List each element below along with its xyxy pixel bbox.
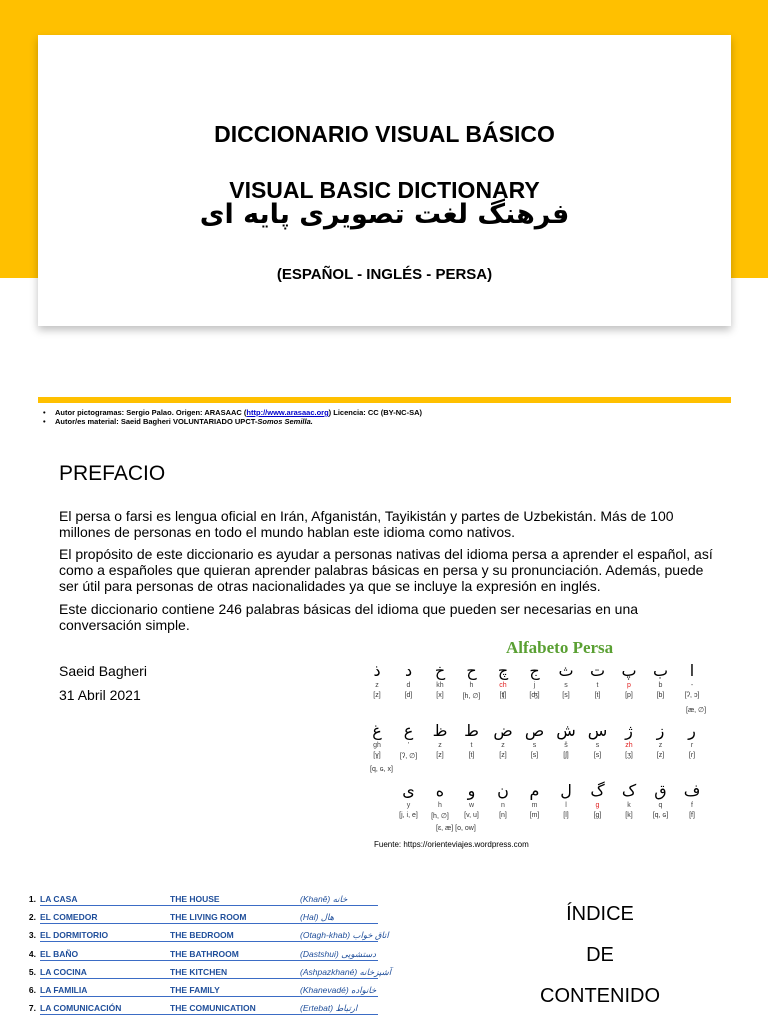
alphabet-romanization: j xyxy=(533,682,536,689)
credits-list xyxy=(43,408,422,426)
alphabet-romanization: s xyxy=(595,742,600,749)
alphabet-letter xyxy=(488,780,518,822)
alphabet-ipa: [ʔ, ɔ] xyxy=(684,692,700,699)
toc-underline xyxy=(40,1014,378,1015)
alphabet-ipa: [p] xyxy=(625,692,633,699)
alphabet-glyph: ه xyxy=(435,781,445,800)
alphabet-romanization: z xyxy=(438,742,442,749)
toc-item-spanish[interactable]: EL BAÑO xyxy=(40,948,79,959)
toc-item[interactable] xyxy=(22,910,392,928)
alphabet-romanization: z xyxy=(501,742,505,749)
alphabet-glyph: ذ xyxy=(373,661,381,680)
alphabet-ipa: [s] xyxy=(593,752,602,759)
alphabet-ipa: [z] xyxy=(373,692,381,699)
title-spanish: DICCIONARIO VISUAL BÁSICO xyxy=(214,121,555,147)
alphabet-letter xyxy=(520,780,550,822)
alphabet-romanization: kh xyxy=(436,682,444,689)
alphabet-romanization: š xyxy=(564,742,568,749)
alphabet-ipa: [ɣ] xyxy=(373,752,381,759)
alphabet-title: Alfabeto Persa xyxy=(506,638,614,657)
alphabet-ipa: [s] xyxy=(562,692,570,699)
toc-item-number: 6. xyxy=(28,985,36,995)
toc-item[interactable] xyxy=(22,1001,392,1019)
alphabet-romanization: g xyxy=(595,802,600,809)
alphabet-letter xyxy=(362,660,392,702)
alphabet-glyph: ر xyxy=(688,721,696,740)
toc-item-english[interactable]: THE KITCHEN xyxy=(170,966,228,977)
index-title-line2: DE xyxy=(586,944,614,966)
alphabet-letter xyxy=(394,660,424,702)
alphabet-ipa: [m] xyxy=(529,812,540,819)
toc-item-number: 5. xyxy=(28,966,36,977)
alphabet-ipa: [q, ɢ] xyxy=(652,812,669,819)
alphabet-ipa: [v, u] xyxy=(464,812,479,819)
toc-item-english[interactable]: THE LIVING ROOM xyxy=(170,912,247,923)
alphabet-ipa: [ʒ] xyxy=(625,752,633,759)
alphabet-romanization: h xyxy=(438,802,442,809)
alphabet-glyph: ن xyxy=(497,781,509,800)
toc-item-number: 2. xyxy=(28,912,36,923)
alphabet-romanization: f xyxy=(691,802,693,809)
alphabet-glyph: ا xyxy=(689,661,695,680)
alphabet-glyph: م xyxy=(529,781,540,800)
alphabet-letter xyxy=(457,660,487,702)
alphabet-romanization: m xyxy=(531,802,538,809)
credit-pictograms: • Autor pictogramas: Sergio Palao. Origen: ARASAAC (http://www.arasaac.org) Licencia: CC (BY-NC-SA) xyxy=(43,408,423,417)
alphabet-glyph: ظ xyxy=(432,721,448,740)
toc-item-spanish[interactable]: LA COCINA xyxy=(40,966,87,977)
alphabet-glyph: ط xyxy=(464,721,479,740)
alphabet-extra-note: [q, ɢ, x] xyxy=(370,766,393,773)
title-languages: (ESPAÑOL - INGLÉS - PERSA) xyxy=(276,266,493,283)
alphabet-glyph: د xyxy=(404,661,413,680)
toc-item-number: 1. xyxy=(28,894,36,904)
alphabet-letter xyxy=(646,780,676,822)
alphabet-glyph: ل xyxy=(560,781,572,800)
index-title-line1: ÍNDICE xyxy=(566,903,634,925)
alphabet-letter xyxy=(551,660,581,702)
alphabet-glyph: ف xyxy=(683,781,701,800)
alphabet-ipa: [k] xyxy=(625,812,633,819)
toc-underline xyxy=(40,978,378,979)
toc-item-number: 3. xyxy=(28,930,36,941)
alphabet-ipa: [h, ∅] xyxy=(462,693,481,700)
toc-item-persian[interactable]: (Ashpazkhané) آشپزخانه xyxy=(300,966,392,977)
toc-item-spanish[interactable]: EL DORMITORIO xyxy=(40,930,109,941)
alphabet-letter xyxy=(677,660,707,702)
toc-item-persian[interactable]: (Khanevadé) خانواده xyxy=(300,985,377,995)
preface-heading: PREFACIO xyxy=(59,462,166,485)
alphabet-ipa: [z] xyxy=(436,752,444,759)
toc-item[interactable] xyxy=(22,965,392,983)
alphabet-letter xyxy=(457,720,487,762)
toc-underline xyxy=(40,996,378,997)
alphabet-row xyxy=(362,780,712,830)
alphabet-ipa: [t] xyxy=(594,692,601,699)
alphabet-ipa: [j, i, e] xyxy=(399,812,418,819)
toc-underline xyxy=(40,923,378,924)
toc-item[interactable] xyxy=(22,892,392,910)
alphabet-letter xyxy=(362,720,392,762)
toc-item-english[interactable]: THE BATHROOM xyxy=(170,948,239,959)
alphabet-ipa: [s] xyxy=(530,752,539,759)
alphabet-glyph: ع xyxy=(403,721,414,740)
author-name: Saeid Bagheri xyxy=(59,663,147,679)
alphabet-letter xyxy=(614,720,644,762)
alphabet-letter xyxy=(394,780,424,822)
alphabet-letter xyxy=(583,660,613,702)
preface-paragraph-2: El propósito de este diccionario es ayudar a personas nativas del idioma persa a aprender el español, así como a españoles que quieran aprender palabras básicas en persa y su pronunciación. Además, puede ser útil para personas de otras nacionalidades ya que se incluye la expresión en inglés. xyxy=(59,546,713,594)
alphabet-romanization: y xyxy=(406,802,411,809)
alphabet-ipa: [h, ∅] xyxy=(431,813,449,820)
alphabet-glyph: گ xyxy=(590,781,605,800)
alphabet-letter xyxy=(646,720,676,762)
toc-item-persian[interactable]: (Dastshui) دستشویی xyxy=(300,948,376,959)
alphabet-glyph: ق xyxy=(654,781,667,800)
alphabet-glyph: ژ xyxy=(625,721,633,740)
alphabet-letter xyxy=(425,780,455,822)
preface-date: 31 Abril 2021 xyxy=(59,687,141,703)
title-english: VISUAL BASIC DICTIONARY xyxy=(229,177,540,203)
alphabet-romanization: z xyxy=(658,742,663,749)
alphabet-ipa: [f] xyxy=(689,812,695,819)
toc-item-spanish[interactable]: EL COMEDOR xyxy=(40,912,98,923)
alphabet-ipa: [ʤ] xyxy=(529,692,540,699)
alphabet-letter xyxy=(488,660,518,702)
alphabet-glyph: ض xyxy=(493,721,513,740)
alphabet-ipa: [z] xyxy=(499,752,507,759)
alphabet-letter xyxy=(425,660,455,702)
alphabet-ipa: [d] xyxy=(404,692,413,699)
alphabet-ipa: [r] xyxy=(688,752,696,759)
yellow-divider xyxy=(38,397,731,403)
alphabet-romanization: b xyxy=(658,682,663,689)
index-title-line3: CONTENIDO xyxy=(540,985,660,1007)
alphabet-letter xyxy=(457,780,487,822)
alphabet-romanization: s xyxy=(532,742,537,749)
alphabet-letter xyxy=(646,660,676,702)
alphabet-romanization: z xyxy=(375,682,379,689)
alphabet-letter xyxy=(614,660,644,702)
alphabet-source: Fuente: https://orienteviajes.wordpress.com xyxy=(374,840,529,849)
alphabet-glyph: ز xyxy=(656,721,665,740)
alphabet-romanization: h xyxy=(469,682,474,689)
alphabet-glyph: پ xyxy=(621,661,637,680)
toc-item-persian[interactable]: (Hal) هال xyxy=(300,912,335,923)
alphabet-letter xyxy=(394,720,424,762)
alphabet-letter xyxy=(583,720,613,762)
toc-item[interactable] xyxy=(22,928,392,946)
toc-item-number: 7. xyxy=(28,1003,36,1014)
alphabet-letter xyxy=(551,720,581,762)
toc-item[interactable] xyxy=(22,983,392,1001)
toc-item-persian[interactable]: (Otagh-khab) اتاق خواب xyxy=(300,930,389,941)
alphabet-ipa: [t] xyxy=(468,752,475,759)
toc-item[interactable] xyxy=(22,947,392,965)
alphabet-romanization: k xyxy=(627,802,631,809)
alphabet-glyph: ث xyxy=(558,661,574,680)
alphabet-romanization: gh xyxy=(373,742,381,749)
alphabet-ipa: [x] xyxy=(436,692,444,699)
toc-item-persian[interactable]: (Ertebat) ارتباط xyxy=(300,1003,358,1014)
alphabet-letter xyxy=(425,720,455,762)
preface-paragraph-1: El persa o farsi es lengua oficial en Irán, Afganistán, Tayikistán y partes de Uzbekistán. Más de 100 millones de personas en todo el mundo hablan este idioma como nativos. xyxy=(59,508,674,540)
alphabet-letter xyxy=(520,660,550,702)
alphabet-ipa: [g] xyxy=(593,812,602,819)
alphabet-ipa: [z] xyxy=(656,752,665,759)
alphabet-glyph: خ xyxy=(434,661,446,680)
alphabet-glyph: ش xyxy=(556,721,576,740)
preface-paragraph-3: Este diccionario contiene 246 palabras básicas del idioma que pueden ser necesarias en una conversación simple. xyxy=(59,601,639,633)
alphabet-glyph: ب xyxy=(652,661,669,680)
alphabet-romanization: - xyxy=(690,682,694,689)
title-card xyxy=(38,35,731,326)
alphabet-extra-note: [æ, ∅] xyxy=(686,707,707,714)
arasaac-link[interactable]: http://www.arasaac.org xyxy=(246,408,329,417)
alphabet-row xyxy=(362,660,712,710)
toc-underline xyxy=(40,941,378,942)
alphabet-letter xyxy=(488,720,518,762)
alphabet-romanization: zh xyxy=(625,742,633,749)
alphabet-romanization: d xyxy=(406,682,411,689)
alphabet-glyph: چ xyxy=(497,661,509,680)
toc-underline xyxy=(40,960,378,961)
toc-item-english[interactable]: THE HOUSE xyxy=(170,894,220,904)
toc-item-english[interactable]: THE BEDROOM xyxy=(170,930,234,941)
alphabet-letter xyxy=(551,780,581,822)
alphabet-row xyxy=(362,720,712,770)
alphabet-romanization: ' xyxy=(407,742,410,749)
alphabet-ipa: [ʃ] xyxy=(563,752,569,759)
alphabet-ipa: [n] xyxy=(499,812,507,819)
toc-item-persian[interactable]: (Khanê) خانه xyxy=(300,894,348,904)
alphabet-ipa: [l] xyxy=(563,812,569,819)
alphabet-romanization: ch xyxy=(499,682,507,689)
toc-item-spanish[interactable]: LA FAMILIA xyxy=(40,985,88,995)
alphabet-letter xyxy=(583,780,613,822)
alphabet-glyph: ج xyxy=(529,661,540,680)
alphabet-romanization: q xyxy=(658,802,663,809)
alphabet-romanization: p xyxy=(627,682,631,689)
alphabet-extra-note: [ɛ, æ] [o, ow] xyxy=(436,825,476,832)
alphabet-letter xyxy=(677,780,707,822)
alphabet-romanization: n xyxy=(501,802,505,809)
toc-item-english[interactable]: THE COMUNICATION xyxy=(170,1003,256,1014)
toc-item-spanish[interactable]: LA CASA xyxy=(40,894,78,904)
alphabet-glyph: ص xyxy=(524,721,545,740)
toc-item-english[interactable]: THE FAMILY xyxy=(170,985,220,995)
alphabet-letter xyxy=(614,780,644,822)
title-persian: فرهنگ لغت تصویری پایه ای xyxy=(199,199,570,230)
alphabet-letter xyxy=(520,720,550,762)
alphabet-romanization: s xyxy=(564,682,568,689)
alphabet-romanization: w xyxy=(468,802,475,809)
toc-item-spanish[interactable]: LA COMUNICACIÓN xyxy=(40,1003,122,1014)
alphabet-glyph: و xyxy=(467,781,476,800)
alphabet-glyph: س xyxy=(587,721,608,740)
alphabet-ipa: [ʔ, ∅] xyxy=(399,753,418,760)
alphabet-ipa: [ʧ] xyxy=(499,692,507,699)
alphabet-glyph: ک xyxy=(621,781,637,800)
alphabet-romanization: r xyxy=(690,742,694,749)
credit-material: • Autor/es material: Saeid Bagheri VOLUNTARIADO UPCT-Somos Semilla. xyxy=(43,417,313,426)
alphabet-glyph: ح xyxy=(466,661,477,680)
toc-item-number: 4. xyxy=(28,948,36,959)
alphabet-romanization: t xyxy=(470,742,473,749)
alphabet-letter xyxy=(677,720,707,762)
alphabet-glyph: ت xyxy=(589,661,606,680)
toc-underline xyxy=(40,905,378,906)
alphabet-glyph: غ xyxy=(372,721,382,740)
alphabet-romanization: t xyxy=(596,682,599,689)
alphabet-ipa: [b] xyxy=(656,692,665,699)
alphabet-romanization: l xyxy=(565,802,567,809)
alphabet-glyph: ی xyxy=(402,781,415,800)
